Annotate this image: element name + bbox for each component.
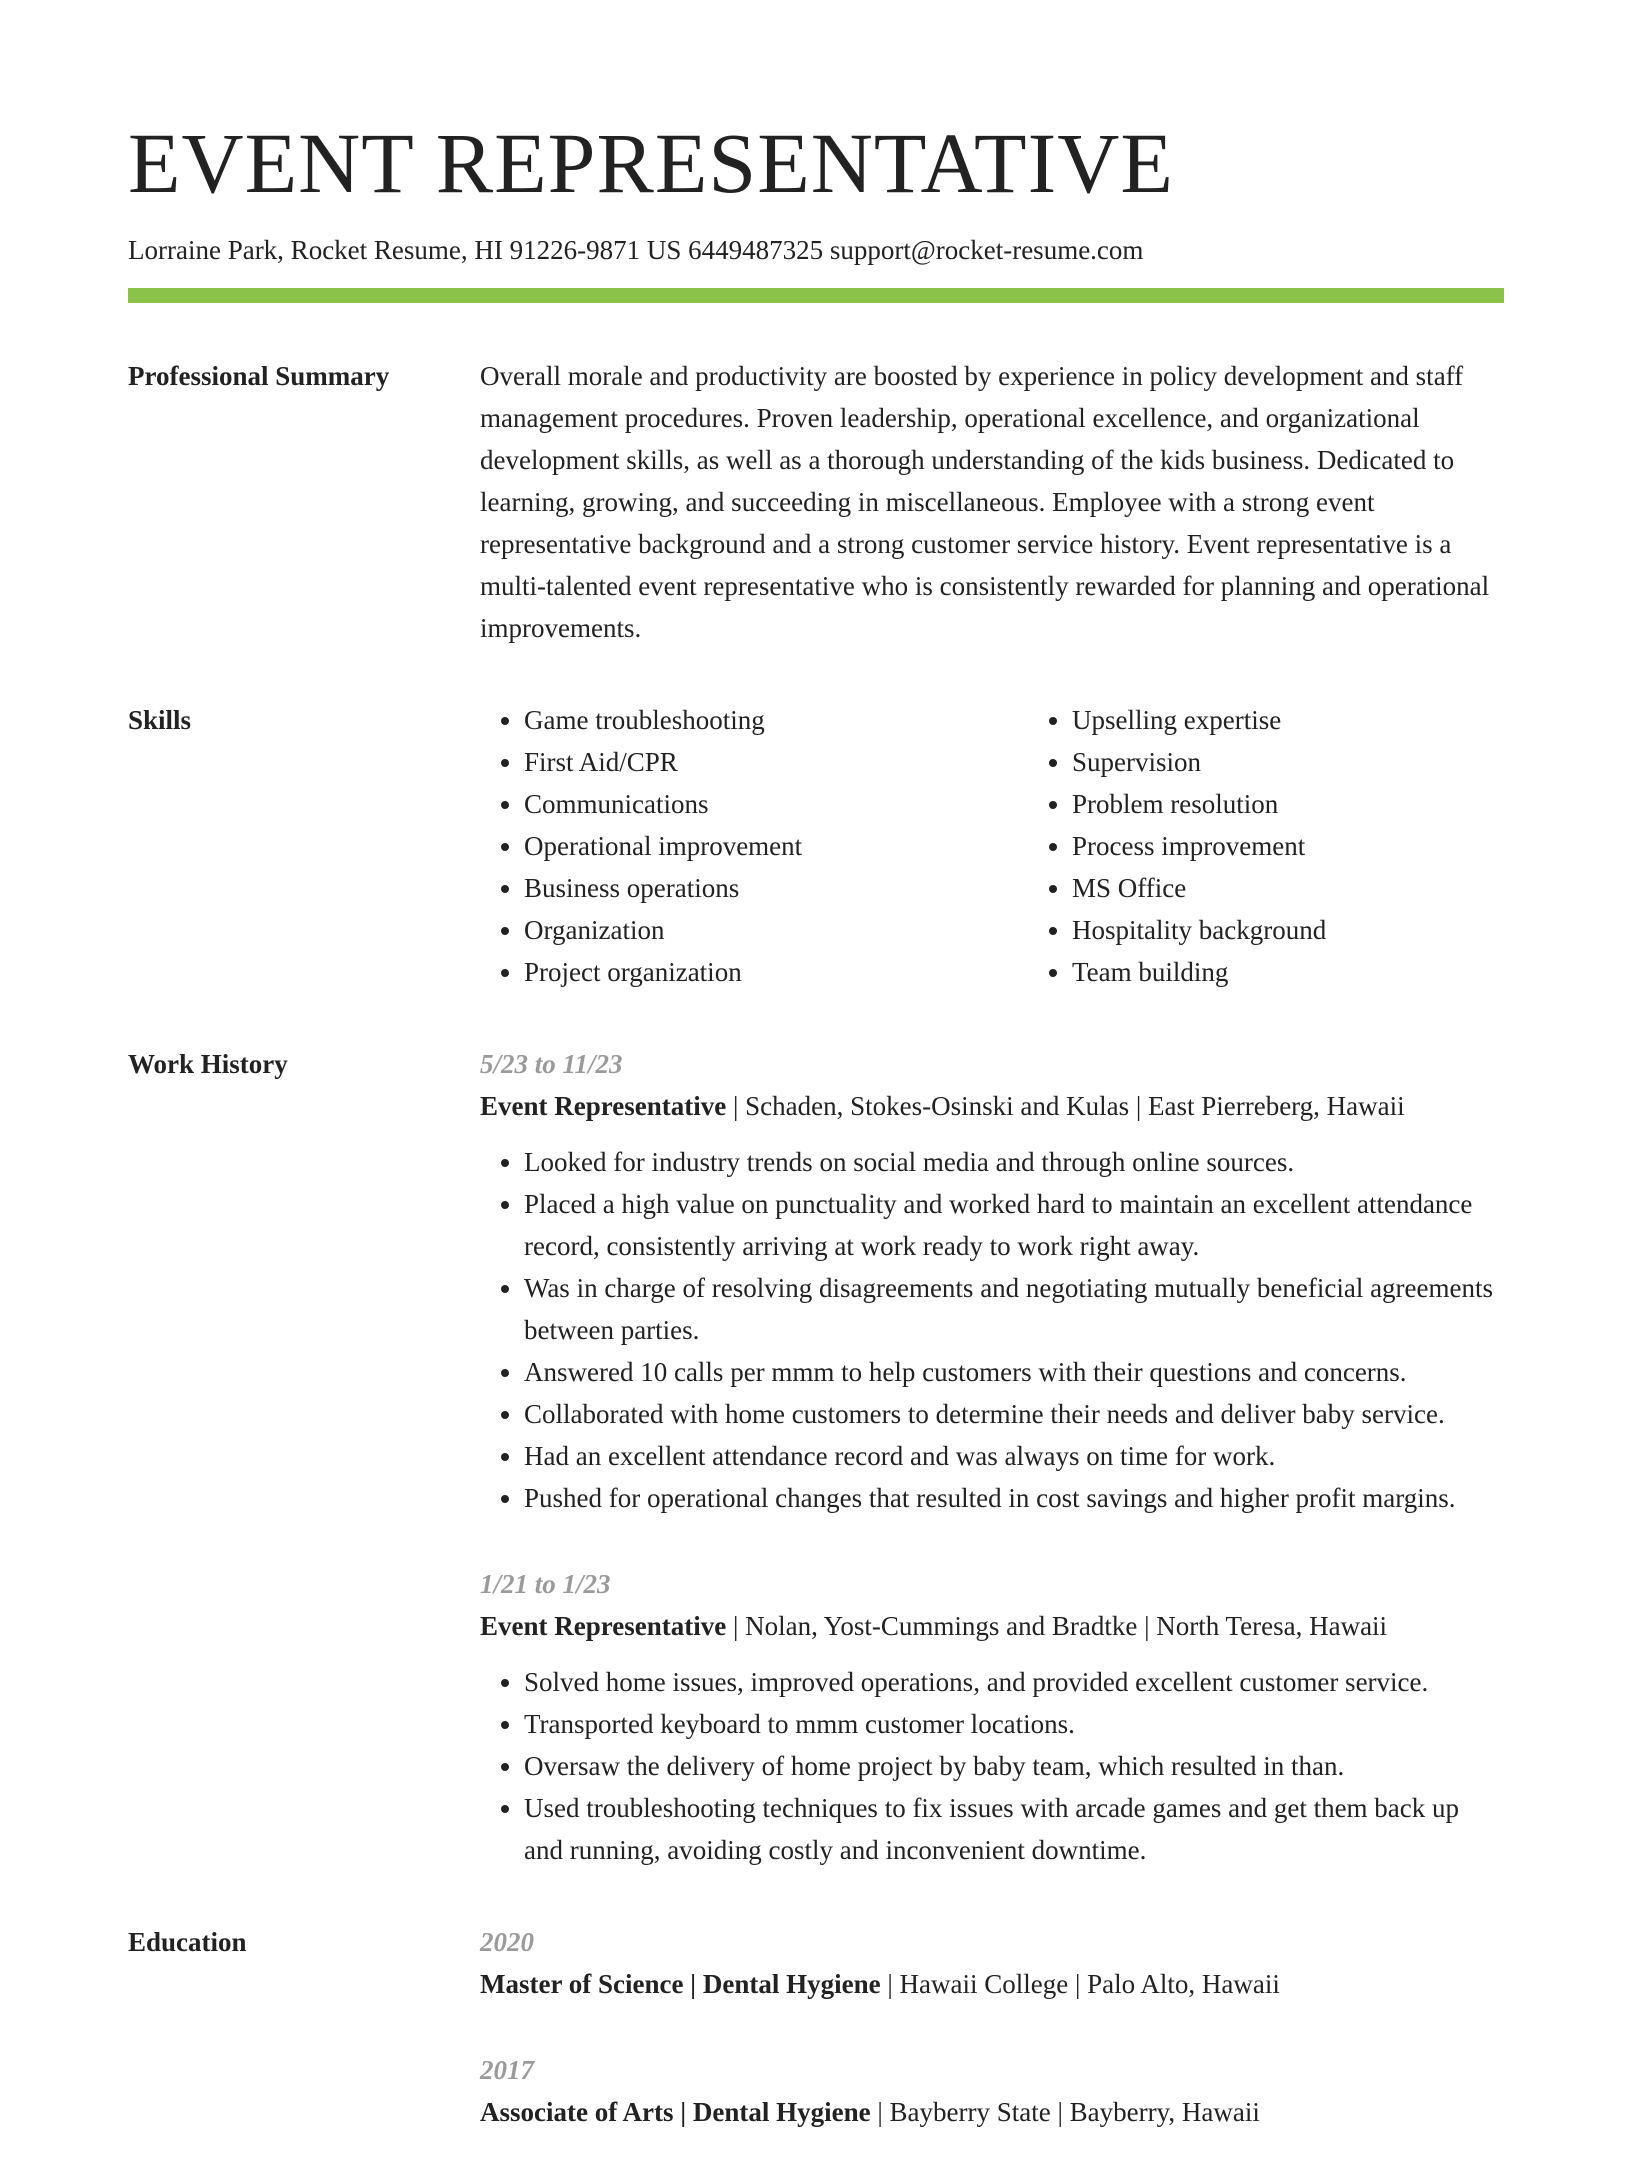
skill-item: • Game troubleshooting — [524, 699, 1028, 741]
education-line — [480, 1963, 1504, 2005]
section-heading: Education — [128, 1927, 247, 1958]
job-heading-line — [480, 1605, 1504, 1647]
work-history-section — [128, 1043, 1504, 1871]
skill-item: • Communications — [524, 783, 1028, 825]
section-heading: Professional Summary — [128, 361, 390, 392]
job-bullet: • Looked for industry trends on social media and through online sources. — [524, 1141, 1504, 1183]
job-bullet: • Oversaw the delivery of home project by baby team, which resulted in than. — [524, 1745, 1504, 1787]
job-bullet: • Transported keyboard to mmm customer locations. — [524, 1703, 1504, 1745]
section-heading: Skills — [128, 705, 192, 736]
education-line — [480, 2091, 1504, 2133]
skill-item: • Business operations — [524, 867, 1028, 909]
job-bullets — [480, 1141, 1504, 1519]
job-bullet: • Used troubleshooting techniques to fix issues with arcade games and get them back up and running, avoiding costly and inconvenient downtime. — [524, 1787, 1504, 1871]
resume-page — [128, 115, 1504, 2177]
skills-list-left — [480, 699, 1028, 993]
summary-section — [128, 355, 1504, 649]
job-title: Event Representative — [480, 1611, 727, 1642]
section-heading: Work History — [128, 1049, 288, 1080]
job-bullet: • Answered 10 calls per mmm to help customers with their questions and concerns. — [524, 1351, 1504, 1393]
skill-item: • Operational improvement — [524, 825, 1028, 867]
job-date: 5/23 to 11/23 — [480, 1049, 623, 1080]
skill-item: • First Aid/CPR — [524, 741, 1028, 783]
contact-line: Lorraine Park, Rocket Resume, HI 91226-9871 US 6449487325 support@rocket-resume.com — [128, 235, 1144, 265]
skill-item: • Hospitality background — [1072, 909, 1576, 951]
skill-item: • Problem resolution — [1072, 783, 1576, 825]
job-bullet: • Was in charge of resolving disagreements and negotiating mutually beneficial agreements between parties. — [524, 1267, 1504, 1351]
education-details: | Hawaii College | Palo Alto, Hawaii — [880, 1969, 1280, 2000]
summary-text: Overall morale and productivity are boosted by experience in policy development and staff management procedures. Proven leadership, operational excellence, and organizational development skills, as well as a thorough understanding of the kids business. Dedicated to learning, growing, and succeeding in miscellaneous. Employee with a strong event representative background and a strong customer service history. Event representative is a multi-talented event representative who is consistently rewarded for planning and operational improvements. — [480, 361, 1490, 644]
education-list — [480, 1921, 1504, 2177]
education-date: 2020 — [480, 1927, 534, 1958]
skills-section — [128, 699, 1504, 993]
job-details: | Schaden, Stokes-Osinski and Kulas | East Pierreberg, Hawaii — [726, 1091, 1405, 1122]
job-bullet: • Collaborated with home customers to determine their needs and deliver baby service. — [524, 1393, 1504, 1435]
skill-item: • Process improvement — [1072, 825, 1576, 867]
job-heading-line — [480, 1085, 1504, 1127]
education-details: | Bayberry State | Bayberry, Hawaii — [870, 2097, 1260, 2128]
job-bullet: • Placed a high value on punctuality and worked hard to maintain an excellent attendance record, consistently arriving at work ready to work right away. — [524, 1183, 1504, 1267]
job-entry — [480, 1563, 1504, 1871]
education-entry — [480, 1921, 1504, 2005]
job-entry — [480, 1043, 1504, 1519]
skill-item: • Organization — [524, 909, 1028, 951]
jobs-list — [480, 1043, 1504, 1871]
skill-item: • Project organization — [524, 951, 1028, 993]
education-date: 2017 — [480, 2055, 534, 2086]
education-degree: Associate of Arts | Dental Hygiene — [480, 2097, 871, 2128]
job-bullet: • Pushed for operational changes that resulted in cost savings and higher profit margins. — [524, 1477, 1504, 1519]
job-bullets — [480, 1661, 1504, 1871]
education-entry — [480, 2049, 1504, 2133]
resume-title: EVENT REPRESENTATIVE — [128, 115, 1174, 211]
skill-item: • Team building — [1072, 951, 1576, 993]
accent-divider — [128, 288, 1504, 303]
job-bullet: • Had an excellent attendance record and was always on time for work. — [524, 1435, 1504, 1477]
skill-item: • Supervision — [1072, 741, 1576, 783]
skill-item: • Upselling expertise — [1072, 699, 1576, 741]
education-section — [128, 1921, 1504, 2177]
education-degree: Master of Science | Dental Hygiene — [480, 1969, 881, 2000]
job-details: | Nolan, Yost-Cummings and Bradtke | North Teresa, Hawaii — [726, 1611, 1388, 1642]
skills-list-right — [1028, 699, 1576, 993]
job-title: Event Representative — [480, 1091, 727, 1122]
job-bullet: • Solved home issues, improved operations, and provided excellent customer service. — [524, 1661, 1504, 1703]
job-date: 1/21 to 1/23 — [480, 1569, 611, 1600]
skill-item: • MS Office — [1072, 867, 1576, 909]
